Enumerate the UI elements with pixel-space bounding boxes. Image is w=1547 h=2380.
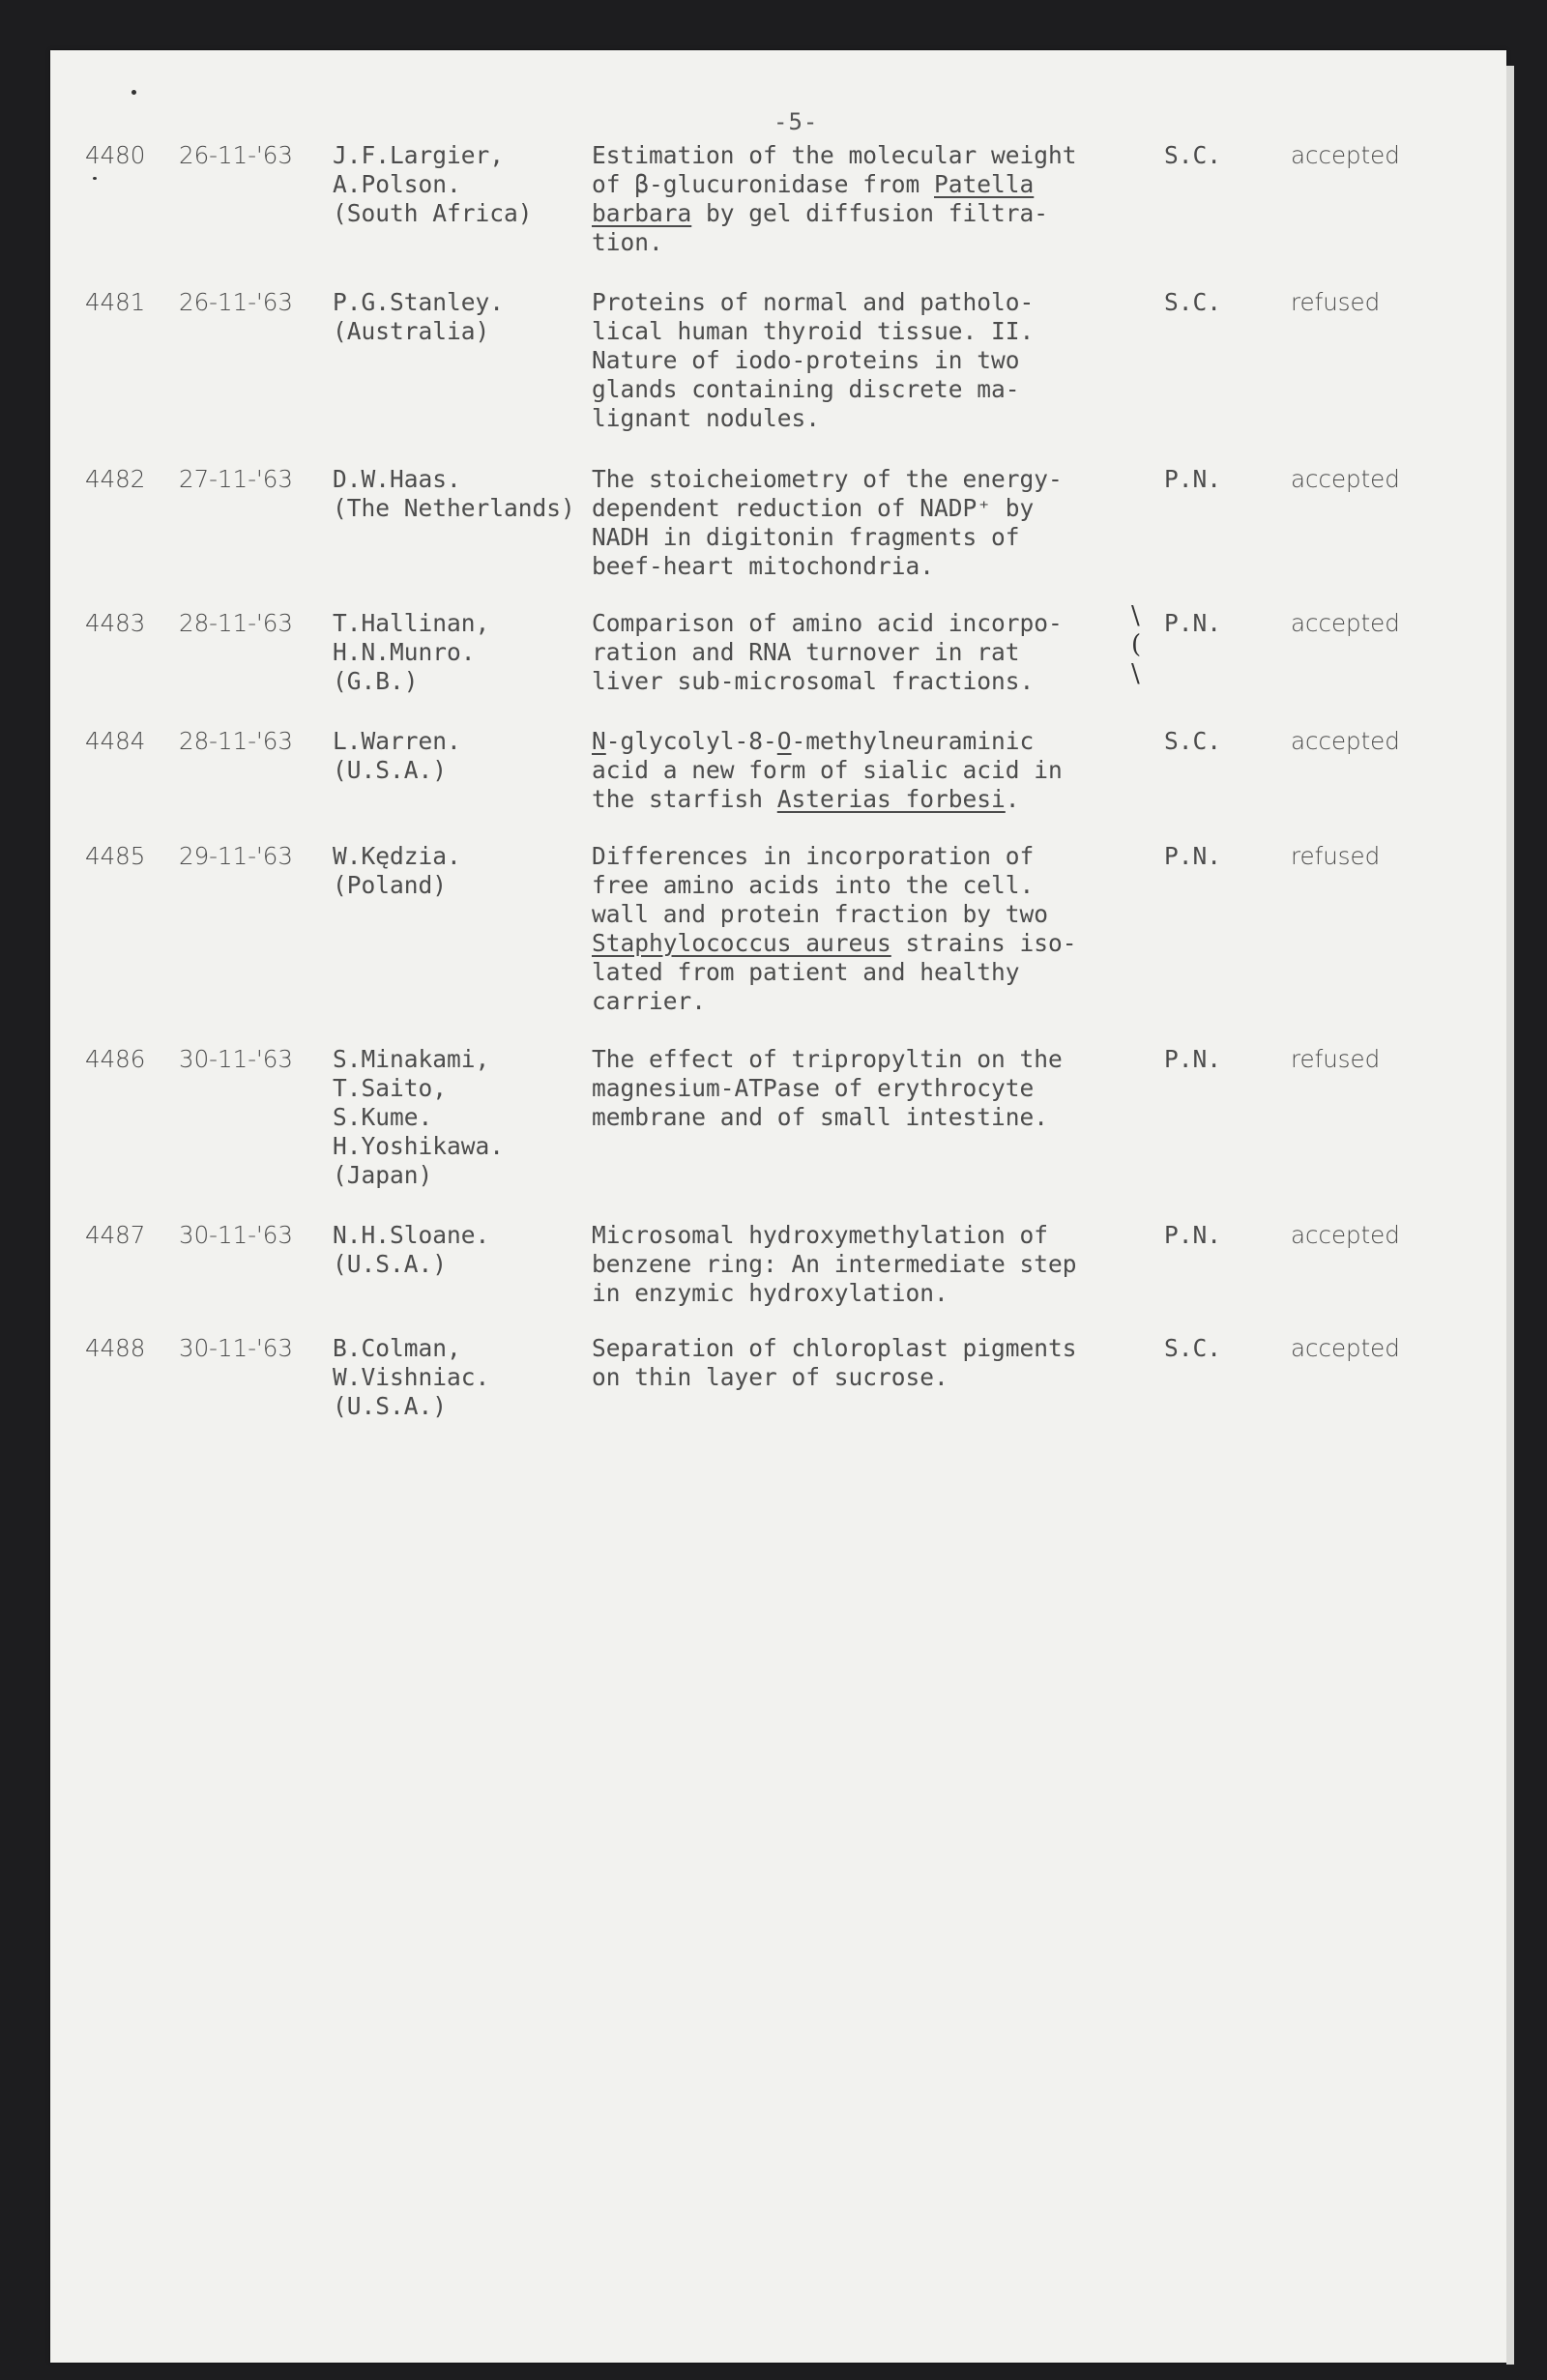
margin-brace-mark: \ ( \ bbox=[1131, 601, 1142, 688]
entry-section: P.N. bbox=[1164, 609, 1222, 637]
entry-title bbox=[592, 842, 1077, 1016]
title-line: wall and protein fraction by two bbox=[592, 900, 1049, 928]
title-line: of β-glucuronidase from Patella bbox=[592, 170, 1035, 198]
entry-section: S.C. bbox=[1164, 727, 1222, 755]
entry-authors: L.Warren. (U.S.A.) bbox=[333, 727, 461, 784]
entry-title bbox=[592, 727, 1063, 814]
title-line: carrier. bbox=[592, 987, 707, 1015]
entry-decision: accepted bbox=[1291, 465, 1400, 493]
title-line: N-glycolyl-8-O-methylneuraminic bbox=[592, 727, 1035, 755]
title-line: Differences in incorporation of bbox=[592, 842, 1035, 870]
entry-date: 30-11-'63 bbox=[179, 1334, 293, 1362]
entry-number: 4482 bbox=[85, 465, 146, 493]
entry-decision: accepted bbox=[1291, 1334, 1400, 1362]
punch-mark bbox=[131, 90, 136, 95]
entry-date: 26-11-'63 bbox=[179, 288, 293, 316]
page-edge bbox=[1506, 66, 1514, 2365]
entry-section: P.N. bbox=[1164, 1221, 1222, 1249]
title-line: membrane and of small intestine. bbox=[592, 1103, 1049, 1131]
entry-authors: J.F.Largier, A.Polson. (South Africa) bbox=[333, 141, 533, 227]
title-line: Nature of iodo-proteins in two bbox=[592, 346, 1020, 374]
title-line: NADH in digitonin fragments of bbox=[592, 523, 1020, 551]
entry-title bbox=[592, 1221, 1077, 1308]
entry-section: P.N. bbox=[1164, 1045, 1222, 1073]
entry-date: 28-11-'63 bbox=[179, 727, 293, 755]
entry-decision: accepted bbox=[1291, 141, 1400, 169]
entry-number: 4484 bbox=[85, 727, 146, 755]
title-line: the starfish Asterias forbesi. bbox=[592, 785, 1020, 813]
title-line: in enzymic hydroxylation. bbox=[592, 1279, 949, 1307]
entry-number: 4485 bbox=[85, 842, 146, 870]
title-line: Proteins of normal and patholo- bbox=[592, 288, 1035, 316]
entry-decision: refused bbox=[1291, 842, 1381, 870]
entry-authors: D.W.Haas. (The Netherlands) bbox=[333, 465, 575, 522]
page-number: -5- bbox=[774, 108, 819, 135]
title-line: Separation of chloroplast pigments bbox=[592, 1334, 1077, 1362]
entry-title bbox=[592, 288, 1034, 433]
title-line: beef-heart mitochondria. bbox=[592, 552, 935, 580]
entry-number: 4488 bbox=[85, 1334, 146, 1362]
entry-authors: W.Kędzia. (Poland) bbox=[333, 842, 461, 899]
title-line: glands containing discrete ma- bbox=[592, 375, 1020, 403]
entry-decision: refused bbox=[1291, 288, 1381, 316]
title-line: Microsomal hydroxymethylation of bbox=[592, 1221, 1049, 1249]
title-line: lated from patient and healthy bbox=[592, 958, 1020, 986]
title-line: Comparison of amino acid incorpo- bbox=[592, 609, 1063, 637]
entry-section: S.C. bbox=[1164, 141, 1222, 169]
entry-authors: P.G.Stanley. (Australia) bbox=[333, 288, 505, 345]
entry-date: 29-11-'63 bbox=[179, 842, 293, 870]
entry-decision: accepted bbox=[1291, 1221, 1400, 1249]
title-line: Staphylococcus aureus strains iso- bbox=[592, 929, 1077, 957]
title-line: ration and RNA turnover in rat bbox=[592, 638, 1020, 666]
entry-section: P.N. bbox=[1164, 465, 1222, 493]
entry-number: 4486 bbox=[85, 1045, 146, 1073]
entry-authors: S.Minakami, T.Saito, S.Kume. H.Yoshikawa. (Japan) bbox=[333, 1045, 505, 1189]
entry-section: S.C. bbox=[1164, 1334, 1222, 1362]
entry-date: 28-11-'63 bbox=[179, 609, 293, 637]
entry-title bbox=[592, 1045, 1063, 1132]
entry-date: 30-11-'63 bbox=[179, 1221, 293, 1249]
entry-number: 4481 bbox=[85, 288, 146, 316]
entry-authors: N.H.Sloane. (U.S.A.) bbox=[333, 1221, 490, 1278]
title-line: barbara by gel diffusion filtra- bbox=[592, 199, 1049, 227]
entry-title bbox=[592, 465, 1063, 581]
entry-number: 4487 bbox=[85, 1221, 146, 1249]
entry-decision: accepted bbox=[1291, 609, 1400, 637]
title-line: benzene ring: An intermediate step bbox=[592, 1250, 1077, 1278]
entry-number: 4483 bbox=[85, 609, 146, 637]
entry-title bbox=[592, 141, 1077, 257]
entry-decision: accepted bbox=[1291, 727, 1400, 755]
entry-date: 30-11-'63 bbox=[179, 1045, 293, 1073]
title-line: lignant nodules. bbox=[592, 404, 821, 432]
title-line: on thin layer of sucrose. bbox=[592, 1363, 949, 1391]
title-line: tion. bbox=[592, 228, 663, 256]
entry-title bbox=[592, 1334, 1077, 1392]
title-line: acid a new form of sialic acid in bbox=[592, 756, 1063, 784]
title-line: magnesium-ATPase of erythrocyte bbox=[592, 1074, 1035, 1102]
entry-title bbox=[592, 609, 1063, 696]
title-line: The stoicheiometry of the energy- bbox=[592, 465, 1063, 493]
title-line: Estimation of the molecular weight bbox=[592, 141, 1077, 169]
entry-section: S.C. bbox=[1164, 288, 1222, 316]
punch-mark bbox=[93, 177, 97, 180]
entry-authors: T.Hallinan, H.N.Munro. (G.B.) bbox=[333, 609, 490, 695]
title-line: dependent reduction of NADP⁺ by bbox=[592, 494, 1035, 522]
entry-section: P.N. bbox=[1164, 842, 1222, 870]
title-line: lical human thyroid tissue. II. bbox=[592, 317, 1035, 345]
title-line: The effect of tripropyltin on the bbox=[592, 1045, 1063, 1073]
entry-date: 27-11-'63 bbox=[179, 465, 293, 493]
entry-authors: B.Colman, W.Vishniac. (U.S.A.) bbox=[333, 1334, 490, 1420]
title-line: free amino acids into the cell. bbox=[592, 871, 1035, 899]
title-line: liver sub-microsomal fractions. bbox=[592, 667, 1035, 695]
entry-date: 26-11-'63 bbox=[179, 141, 293, 169]
entry-number: 4480 bbox=[85, 141, 146, 169]
entry-decision: refused bbox=[1291, 1045, 1381, 1073]
